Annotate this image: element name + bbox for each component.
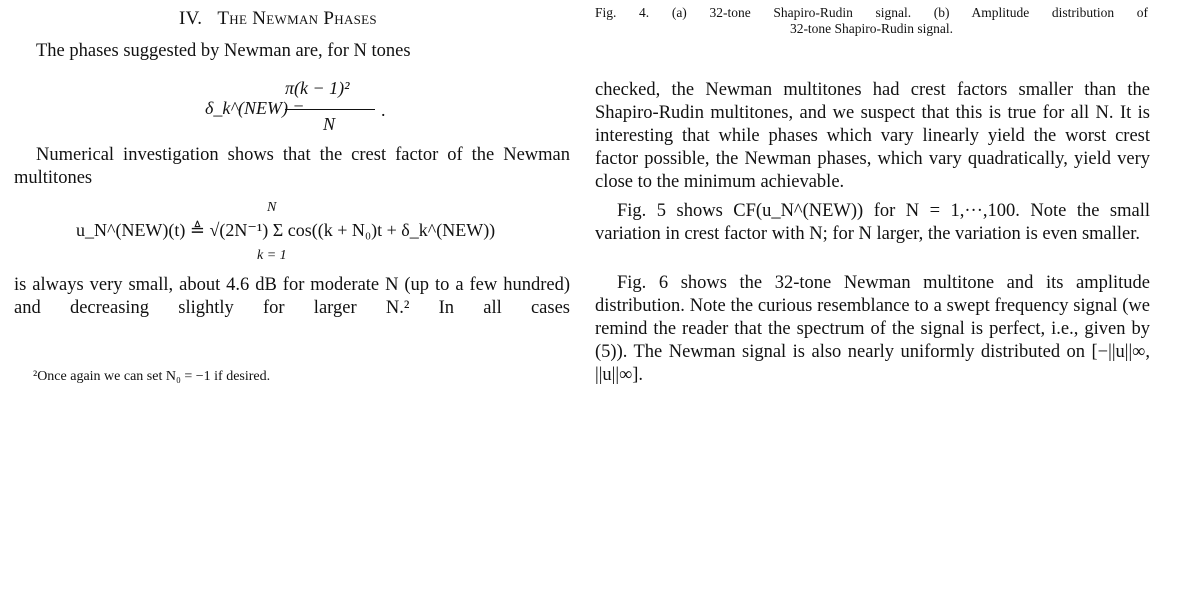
- figure-caption: [595, 5, 1148, 37]
- numerical-paragraph: Numerical investigation shows that the crest factor of the Newman multitones: [14, 145, 570, 188]
- right-paragraph-2: Fig. 5 shows CF(u_N^(NEW)) for N = 1,···,100. Note the small variation in crest factor with N; for N larger, the variation is even smaller.: [595, 201, 1150, 244]
- section-number: IV.: [179, 8, 203, 29]
- sum-upper-limit: N: [267, 200, 277, 215]
- caption-line-1: Fig. 4. (a) 32-tone Shapiro-Rudin signal. (b) Amplitude distribution of: [595, 5, 1148, 20]
- right-paragraph-1: checked, the Newman multitones had crest factors smaller than the Shapiro-Rudin multitones, and we suspect that this is true for all N. It is interesting that while phases which vary linearly yield the worst crest factor possible, the Newman phases, which vary quadratically, yield very close to the minimum achievable.: [595, 80, 1150, 192]
- footnote: ²Once again we can set N₀ = −1 if desired.: [33, 369, 271, 384]
- phase-equation-numerator: π(k − 1)²: [285, 78, 350, 98]
- signal-expression: u_N^(NEW)(t) ≜ √(2N⁻¹) Σ cos((k + N₀)t + δ_k^(NEW)): [76, 220, 496, 240]
- sum-lower-limit: k = 1: [257, 248, 287, 263]
- fraction-bar: [285, 109, 375, 110]
- section-heading: [179, 8, 377, 30]
- phase-equation-denominator: N: [323, 114, 336, 134]
- phase-equation-lhs: δ_k^(NEW) =: [205, 98, 305, 118]
- caption-line-2: 32-tone Shapiro-Rudin signal.: [789, 21, 954, 36]
- intro-paragraph: The phases suggested by Newman are, for N tones: [36, 41, 411, 61]
- phase-equation-period: .: [381, 100, 386, 120]
- crest-factor-paragraph: is always very small, about 4.6 dB for moderate N (up to a few hundred) and decreasing slightly for larger N.² In all cases: [14, 275, 570, 318]
- right-paragraph-3: Fig. 6 shows the 32-tone Newman multitone and its amplitude distribution. Note the curious resemblance to a swept frequency signal (we remind the reader that the spectrum of the signal is perfect, i.e., given by (5)). The Newman signal is also nearly uniformly distributed on [−||u||∞, ||u||∞].: [595, 273, 1150, 385]
- section-title: The Newman Phases: [217, 8, 377, 29]
